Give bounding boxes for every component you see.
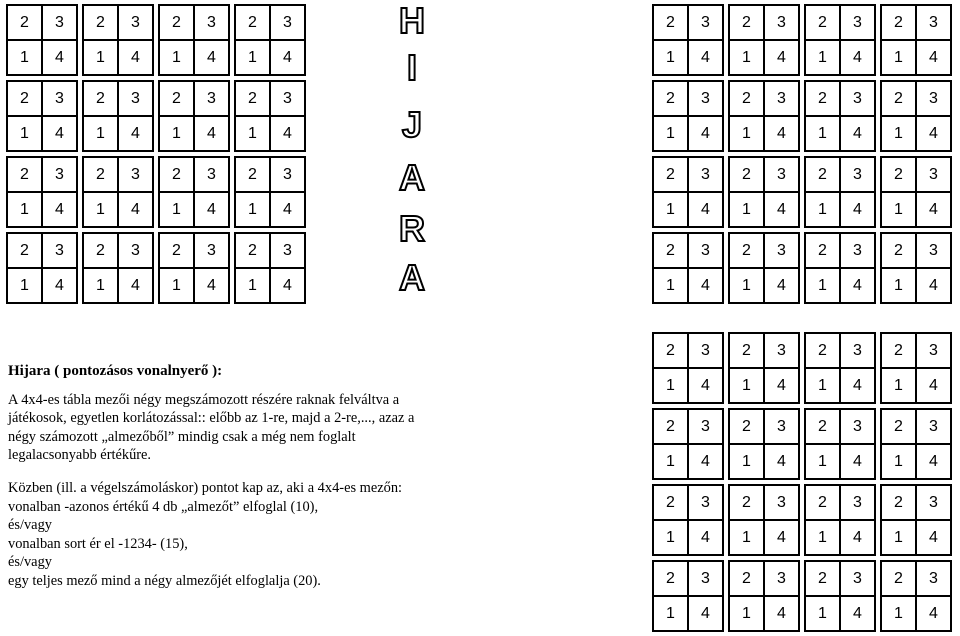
board-cell: [880, 408, 952, 480]
subcell-number: 3: [916, 561, 951, 596]
subcell-number: 3: [688, 561, 723, 596]
subcell-number: 1: [653, 40, 688, 75]
subcell-number: 1: [653, 368, 688, 403]
board-cell: [652, 232, 724, 304]
subcell-number: 1: [805, 268, 840, 303]
subcell-number: 1: [159, 116, 194, 151]
subcell-number: 4: [916, 368, 951, 403]
board-cell: [804, 408, 876, 480]
subcell-number: 1: [83, 116, 118, 151]
subcell-number: 3: [688, 233, 723, 268]
subcell-number: 4: [688, 40, 723, 75]
subcell-number: 4: [764, 268, 799, 303]
board-cell: [652, 156, 724, 228]
subcell-number: 4: [194, 268, 229, 303]
subcell-number: 2: [159, 157, 194, 192]
subcell-number: 1: [729, 520, 764, 555]
board-cell: [880, 560, 952, 632]
subcell-number: 3: [840, 233, 875, 268]
subcell-number: 1: [653, 116, 688, 151]
subcell-number: 3: [688, 409, 723, 444]
subcell-number: 4: [916, 192, 951, 227]
board-cell: [804, 232, 876, 304]
subcell-number: 1: [881, 444, 916, 479]
board-cell: [6, 80, 78, 152]
subcell-number: 4: [916, 444, 951, 479]
subcell-number: 1: [881, 40, 916, 75]
subcell-number: 1: [881, 596, 916, 631]
board-cell: [728, 4, 800, 76]
board-cell: [652, 4, 724, 76]
title-letter: I: [406, 47, 418, 88]
board-cell: [728, 408, 800, 480]
subcell-number: 2: [235, 157, 270, 192]
subcell-number: 1: [805, 368, 840, 403]
subcell-number: 4: [764, 596, 799, 631]
subcell-number: 1: [805, 116, 840, 151]
board-cell: [728, 560, 800, 632]
subcell-number: 4: [840, 596, 875, 631]
subcell-number: 4: [270, 40, 305, 75]
subcell-number: 1: [653, 268, 688, 303]
board-cell: [234, 232, 306, 304]
board-cell: [728, 80, 800, 152]
subcell-number: 4: [764, 40, 799, 75]
board-cell: [158, 156, 230, 228]
board-cell: [880, 232, 952, 304]
subcell-number: 3: [916, 333, 951, 368]
subcell-number: 2: [653, 233, 688, 268]
subcell-number: 3: [118, 233, 153, 268]
subcell-number: 1: [805, 596, 840, 631]
subcell-number: 3: [764, 81, 799, 116]
subcell-number: 4: [688, 368, 723, 403]
subcell-number: 2: [805, 485, 840, 520]
subcell-number: 3: [916, 157, 951, 192]
board-cell: [6, 156, 78, 228]
subcell-number: 3: [688, 5, 723, 40]
subcell-number: 4: [688, 444, 723, 479]
subcell-number: 2: [653, 5, 688, 40]
subcell-number: 1: [7, 40, 42, 75]
subcell-number: 2: [235, 233, 270, 268]
subcell-number: 1: [805, 520, 840, 555]
subcell-number: 1: [83, 268, 118, 303]
subcell-number: 3: [270, 233, 305, 268]
subcell-number: 1: [235, 268, 270, 303]
board-cell: [82, 80, 154, 152]
subcell-number: 2: [7, 5, 42, 40]
subcell-number: 3: [194, 5, 229, 40]
subcell-number: 3: [840, 485, 875, 520]
subcell-number: 3: [764, 561, 799, 596]
subcell-number: 1: [7, 116, 42, 151]
subcell-number: 1: [83, 40, 118, 75]
subcell-number: 4: [840, 368, 875, 403]
subcell-number: 4: [118, 268, 153, 303]
subcell-number: 3: [42, 233, 77, 268]
subcell-number: 2: [7, 81, 42, 116]
subcell-number: 2: [881, 409, 916, 444]
subcell-number: 1: [653, 596, 688, 631]
board-cell: [234, 156, 306, 228]
subcell-number: 1: [729, 596, 764, 631]
board-cell: [82, 4, 154, 76]
subcell-number: 2: [805, 157, 840, 192]
game-board-top-left: [6, 4, 310, 304]
subcell-number: 3: [118, 157, 153, 192]
subcell-number: 3: [840, 561, 875, 596]
subcell-number: 1: [729, 268, 764, 303]
board-cell: [234, 4, 306, 76]
subcell-number: 2: [805, 81, 840, 116]
subcell-number: 2: [881, 333, 916, 368]
title-letter: H: [399, 0, 425, 41]
subcell-number: 2: [729, 81, 764, 116]
subcell-number: 4: [194, 116, 229, 151]
subcell-number: 4: [42, 192, 77, 227]
subcell-number: 4: [118, 116, 153, 151]
subcell-number: 3: [840, 157, 875, 192]
subcell-number: 4: [840, 40, 875, 75]
subcell-number: 1: [881, 268, 916, 303]
subcell-number: 2: [805, 409, 840, 444]
subcell-number: 4: [688, 268, 723, 303]
board-cell: [728, 332, 800, 404]
board-cell: [158, 232, 230, 304]
subcell-number: 1: [729, 192, 764, 227]
subcell-number: 1: [235, 116, 270, 151]
subcell-number: 2: [653, 409, 688, 444]
subcell-number: 2: [653, 485, 688, 520]
subcell-number: 1: [729, 444, 764, 479]
title-letter: A: [399, 257, 425, 298]
board-cell: [6, 232, 78, 304]
subcell-number: 2: [805, 233, 840, 268]
subcell-number: 3: [764, 233, 799, 268]
subcell-number: 4: [688, 596, 723, 631]
subcell-number: 3: [270, 157, 305, 192]
subcell-number: 3: [688, 485, 723, 520]
board-cell: [158, 80, 230, 152]
subcell-number: 2: [235, 81, 270, 116]
subcell-number: 2: [729, 561, 764, 596]
subcell-number: 4: [916, 268, 951, 303]
subcell-number: 1: [805, 444, 840, 479]
subcell-number: 4: [764, 368, 799, 403]
subcell-number: 3: [42, 157, 77, 192]
rules-line: legalacsonyabb értékűre.: [8, 447, 152, 464]
subcell-number: 4: [194, 40, 229, 75]
subcell-number: 2: [881, 233, 916, 268]
subcell-number: 4: [42, 40, 77, 75]
subcell-number: 1: [729, 116, 764, 151]
rules-line: és/vagy: [8, 517, 52, 534]
subcell-number: 1: [7, 192, 42, 227]
board-cell: [6, 4, 78, 76]
board-cell: [652, 484, 724, 556]
board-cell: [804, 80, 876, 152]
subcell-number: 3: [764, 333, 799, 368]
subcell-number: 3: [764, 485, 799, 520]
subcell-number: 2: [881, 5, 916, 40]
subcell-number: 4: [764, 116, 799, 151]
subcell-number: 3: [118, 81, 153, 116]
subcell-number: 3: [916, 233, 951, 268]
board-cell: [728, 232, 800, 304]
subcell-number: 2: [7, 157, 42, 192]
subcell-number: 3: [270, 5, 305, 40]
rules-line: egy teljes mező mind a négy almezőjét elfoglalja (20).: [8, 572, 321, 589]
subcell-number: 1: [805, 192, 840, 227]
board-cell: [158, 4, 230, 76]
subcell-number: 2: [159, 5, 194, 40]
subcell-number: 4: [270, 268, 305, 303]
board-cell: [728, 484, 800, 556]
subcell-number: 1: [881, 116, 916, 151]
subcell-number: 3: [764, 157, 799, 192]
subcell-number: 4: [764, 520, 799, 555]
board-cell: [880, 156, 952, 228]
subcell-number: 3: [916, 485, 951, 520]
subcell-number: 3: [42, 81, 77, 116]
subcell-number: 3: [916, 81, 951, 116]
subcell-number: 1: [159, 192, 194, 227]
subcell-number: 3: [916, 5, 951, 40]
subcell-number: 2: [159, 81, 194, 116]
game-board-bottom-right: [652, 332, 956, 632]
subcell-number: 1: [881, 368, 916, 403]
rules-text: [8, 362, 640, 591]
subcell-number: 2: [653, 81, 688, 116]
subcell-number: 4: [916, 520, 951, 555]
subcell-number: 3: [688, 157, 723, 192]
board-cell: [804, 332, 876, 404]
subcell-number: 4: [270, 116, 305, 151]
rules-line: Közben (ill. a végelszámoláskor) pontot kap az, aki a 4x4-es mezőn:: [8, 479, 403, 496]
subcell-number: 2: [83, 81, 118, 116]
subcell-number: 2: [7, 233, 42, 268]
subcell-number: 4: [840, 268, 875, 303]
title-letter: A: [399, 157, 425, 198]
rules-line: vonalban -azonos értékű 4 db „almezőt” elfoglal (10),: [8, 498, 319, 515]
subcell-number: 4: [764, 444, 799, 479]
subcell-number: 1: [235, 40, 270, 75]
subcell-number: 3: [194, 81, 229, 116]
subcell-number: 2: [83, 5, 118, 40]
board-cell: [804, 484, 876, 556]
board-cell: [804, 4, 876, 76]
board-cell: [880, 484, 952, 556]
rules-line: vonalban sort ér el -1234- (15),: [8, 535, 188, 552]
subcell-number: 1: [235, 192, 270, 227]
subcell-number: 2: [653, 561, 688, 596]
subcell-number: 3: [840, 409, 875, 444]
rules-title: Hijara ( pontozásos vonalnyerő ):: [8, 363, 223, 379]
board-cell: [804, 156, 876, 228]
subcell-number: 1: [729, 368, 764, 403]
subcell-number: 2: [805, 561, 840, 596]
subcell-number: 4: [840, 520, 875, 555]
title-letter: R: [399, 208, 425, 249]
subcell-number: 1: [653, 192, 688, 227]
subcell-number: 2: [881, 157, 916, 192]
subcell-number: 2: [729, 233, 764, 268]
subcell-number: 2: [729, 485, 764, 520]
subcell-number: 1: [881, 520, 916, 555]
subcell-number: 4: [270, 192, 305, 227]
subcell-number: 4: [916, 40, 951, 75]
board-cell: [804, 560, 876, 632]
subcell-number: 4: [118, 192, 153, 227]
subcell-number: 1: [729, 40, 764, 75]
subcell-number: 4: [688, 192, 723, 227]
subcell-number: 2: [729, 157, 764, 192]
board-cell: [880, 4, 952, 76]
subcell-number: 3: [840, 333, 875, 368]
subcell-number: 3: [840, 81, 875, 116]
subcell-number: 2: [159, 233, 194, 268]
subcell-number: 1: [653, 444, 688, 479]
rules-line: A 4x4-es tábla mezői négy megszámozott részére raknak felváltva a: [8, 391, 400, 408]
subcell-number: 3: [840, 5, 875, 40]
subcell-number: 4: [840, 116, 875, 151]
subcell-number: 2: [805, 5, 840, 40]
subcell-number: 3: [118, 5, 153, 40]
subcell-number: 2: [83, 157, 118, 192]
subcell-number: 1: [159, 268, 194, 303]
subcell-number: 4: [688, 520, 723, 555]
subcell-number: 4: [42, 116, 77, 151]
board-cell: [652, 332, 724, 404]
subcell-number: 1: [805, 40, 840, 75]
rules-line: négy számozott „almezőből” mindig csak a még nem foglalt: [8, 428, 356, 445]
subcell-number: 1: [159, 40, 194, 75]
subcell-number: 4: [840, 192, 875, 227]
subcell-number: 4: [118, 40, 153, 75]
board-cell: [652, 408, 724, 480]
subcell-number: 2: [235, 5, 270, 40]
subcell-number: 2: [653, 333, 688, 368]
subcell-number: 2: [881, 561, 916, 596]
rules-line: és/vagy: [8, 554, 52, 571]
board-cell: [880, 80, 952, 152]
board-cell: [652, 80, 724, 152]
subcell-number: 1: [83, 192, 118, 227]
subcell-number: 2: [653, 157, 688, 192]
board-cell: [652, 560, 724, 632]
subcell-number: 4: [840, 444, 875, 479]
title-letter: J: [401, 104, 423, 145]
subcell-number: 1: [653, 520, 688, 555]
subcell-number: 4: [764, 192, 799, 227]
subcell-number: 2: [805, 333, 840, 368]
board-cell: [82, 156, 154, 228]
board-cell: [234, 80, 306, 152]
board-cell: [82, 232, 154, 304]
subcell-number: 4: [194, 192, 229, 227]
subcell-number: 3: [194, 233, 229, 268]
subcell-number: 2: [729, 333, 764, 368]
subcell-number: 2: [881, 485, 916, 520]
subcell-number: 3: [688, 81, 723, 116]
subcell-number: 2: [729, 5, 764, 40]
subcell-number: 3: [916, 409, 951, 444]
subcell-number: 4: [42, 268, 77, 303]
subcell-number: 4: [916, 596, 951, 631]
board-cell: [728, 156, 800, 228]
subcell-number: 4: [916, 116, 951, 151]
subcell-number: 3: [764, 409, 799, 444]
subcell-number: 3: [194, 157, 229, 192]
vertical-title: [382, 0, 442, 300]
board-cell: [880, 332, 952, 404]
subcell-number: 1: [881, 192, 916, 227]
subcell-number: 2: [83, 233, 118, 268]
subcell-number: 1: [7, 268, 42, 303]
subcell-number: 3: [270, 81, 305, 116]
subcell-number: 4: [688, 116, 723, 151]
subcell-number: 2: [729, 409, 764, 444]
subcell-number: 2: [881, 81, 916, 116]
game-board-top-right: [652, 4, 956, 304]
rules-line: játékosok, egyetlen korlátozással:: előbb az 1-re, majd a 2-re,..., azaz a: [8, 410, 415, 427]
subcell-number: 3: [688, 333, 723, 368]
subcell-number: 3: [764, 5, 799, 40]
subcell-number: 3: [42, 5, 77, 40]
